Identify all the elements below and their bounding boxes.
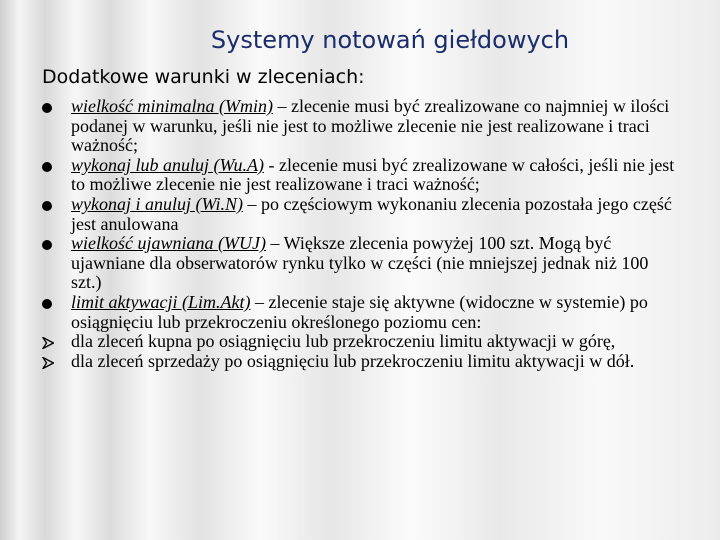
item-term: wielkość ujawniana (WUJ) bbox=[71, 233, 266, 254]
item-text: – zlecenie staje się aktywne (widoczne w systemie) po osiągnięciu lub przekroczeniu określonego poziomu cen: bbox=[71, 291, 648, 332]
bullet-dot-icon bbox=[42, 299, 52, 309]
subitem-text: dla zleceń sprzedaży po osiągnięciu lub przekroczeniu limitu aktywacji w dół. bbox=[71, 350, 635, 371]
list-item bbox=[42, 195, 682, 234]
item-term: wykonaj lub anuluj (Wu.A) bbox=[71, 154, 264, 175]
bullet-dot-icon bbox=[42, 162, 52, 172]
bullet-dot-icon bbox=[42, 103, 52, 113]
list-item bbox=[42, 234, 682, 293]
arrow-bullet-icon bbox=[42, 337, 54, 349]
item-text: – po częściowym wykonaniu zlecenia pozostała jego część jest anulowana bbox=[71, 193, 672, 234]
item-text: – zlecenie musi być zrealizowane co najmniej w ilości podanej w warunku, jeśli nie jest to możliwe zlecenie nie jest realizowane i traci ważność; bbox=[71, 96, 670, 156]
conditions-list bbox=[42, 97, 682, 371]
list-item bbox=[42, 156, 682, 195]
bullet-dot-icon bbox=[42, 240, 52, 250]
item-term: wykonaj i anuluj (Wi.N) bbox=[71, 193, 243, 214]
subitem-text: dla zleceń kupna po osiągnięciu lub przekroczeniu limitu aktywacji w górę, bbox=[71, 331, 616, 352]
item-text: - zlecenie musi być zrealizowane w całości, jeśli nie jest to możliwe zlecenie nie jest realizowane i traci ważność; bbox=[71, 154, 675, 195]
list-item bbox=[42, 293, 682, 332]
bullet-dot-icon bbox=[42, 201, 52, 211]
item-text: – Większe zlecenia powyżej 100 szt. Mogą być ujawniane dla obserwatorów rynku tylko w części (nie mniejszej jednak niż 100 szt.) bbox=[71, 233, 649, 293]
item-term: limit aktywacji (Lim.Akt) bbox=[71, 291, 251, 312]
slide-title: Systemy notowań giełdowych bbox=[210, 26, 570, 54]
list-item bbox=[42, 97, 682, 156]
item-term: wielkość minimalna (Wmin) bbox=[71, 96, 273, 116]
arrow-bullet-icon bbox=[42, 357, 54, 369]
list-item bbox=[42, 332, 682, 352]
list-item bbox=[42, 352, 682, 372]
slide-subtitle: Dodatkowe warunki w zleceniach: bbox=[42, 66, 365, 88]
